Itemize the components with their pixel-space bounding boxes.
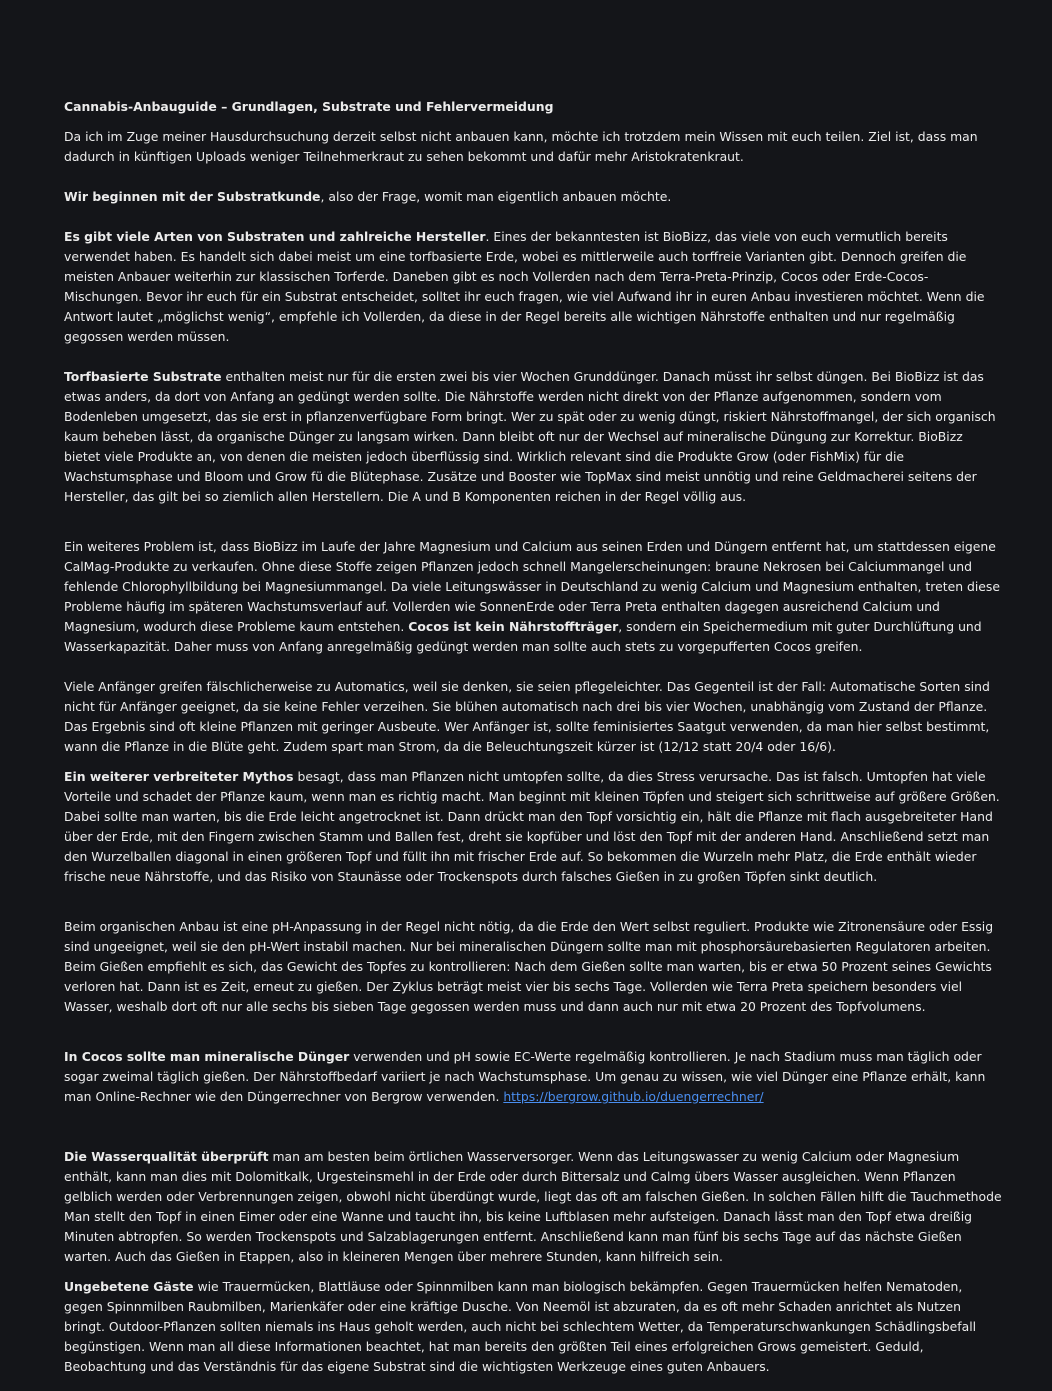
paragraph-text: man am besten beim örtlichen Wasserversorger. Wenn das Leitungswasser zu wenig Calcium oder Magnesium enthält, kann man dies mit Dolomitkalk, Urgesteinsmehl in der Erde oder durch Bittersalz und Calmg übers Wasser ausgleichen. Wenn Pflanzen gelblich werden oder Verbrennungen zeigen, obwohl nicht überdüngt wurde, liegt das oft am falschen Gießen. In solchen Fällen hilft die Tauchmethode Man stellt den Topf in einen Eimer oder eine Wanne und taucht ihn, bis keine Luftblasen mehr aufsteigen. Danach lässt man den Topf etwa dreißig Minuten abtropfen. So werden Trockenspots und Salzablagerungen entfernt. Anschließend kann man fünf bis sechs Tage auf das nächste Gießen warten. Auch das Gießen in Etappen, also in kleineren Mengen über mehrere Stunden, kann hilfreich sein. — [64, 1149, 1002, 1264]
duengerrechner-link[interactable]: https://bergrow.github.io/duengerrechner/ — [503, 1089, 764, 1104]
paragraph-bold-lead: Ungebetene Gäste — [64, 1279, 194, 1294]
paragraph-text: Ein weiteres Problem ist, dass BioBizz im Laufe der Jahre Magnesium und Calcium aus seinen Erden und Düngern entfernt hat, um stattdessen eigene CalMag-Produkte zu verkaufen. Ohne diese Stoffe zeigen Pflanzen jedoch schnell Mangelerscheinungen: braune Nekrosen bei Calciummangel und fehlende Chlorophyllbildung bei Magnesiummangel. Da viele Leitungswässer in Deutschland zu wenig Calcium und Magnesium enthalten, treten diese Probleme häufig im späteren Wachstumsverlauf auf. Vollerden wie SonnenErde oder Terra Preta enthalten dagegen ausreichend Calcium und Magnesium, wodurch diese Probleme kaum entstehen. — [64, 539, 1001, 634]
paragraph-bold-lead: Es gibt viele Arten von Substraten und zahlreiche Hersteller — [64, 229, 486, 244]
paragraph-bold-lead: Wir beginnen mit der Substratkunde — [64, 189, 321, 204]
paragraph-automatics: Viele Anfänger greifen fälschlicherweise zu Automatics, weil sie denken, sie seien pflegeleichter. Das Gegenteil ist der Fall: Automatische Sorten sind nicht für Anfänger geeignet, da sie keine Fehler verzeihen. Sie blühen automatisch nach drei bis vier Wochen, unabhängig vom Zustand der Pflanze. Das Ergebnis sind oft kleine Pflanzen mit geringer Ausbeute. Wer Anfänger ist, sollte feminisiertes Saatgut verwenden, da man hier selbst bestimmt, wann die Pflanze in die Blüte geht. Zudem spart man Strom, da die Beleuchtungszeit kürzer ist (12/12 statt 20/4 oder 16/6). — [64, 679, 990, 754]
paragraph-text: . Eines der bekanntesten ist BioBizz, das viele von euch vermutlich bereits verwendet haben. Es handelt sich dabei meist um eine torfbasierte Erde, wobei es mittlerweile auch torffreie Varianten gibt. Dennoch greifen die meisten Anbauer weiterhin zur klassischen Torferde. Daneben gibt es noch Vollerden nach dem Terra-Preta-Prinzip, Cocos oder Erde-Cocos-Mischungen. Bevor ihr euch für ein Substrat entscheidet, solltet ihr euch fragen, wie viel Aufwand ihr in euren Anbau investieren möchtet. Wenn die Antwort lautet „möglichst wenig“, empfehle ich Vollerden, da diese in der Regel bereits alle wichtigen Nährstoffe enthalten und nur regelmäßig gegossen werden müssen. — [64, 229, 985, 344]
paragraph-bold-lead: Ein weiterer verbreiteter Mythos — [64, 769, 294, 784]
paragraph-bold-lead: In Cocos sollte man mineralische Dünger — [64, 1049, 350, 1064]
paragraph-bold-inline: Cocos ist kein Nährstoffträger — [408, 619, 619, 634]
paragraph-ph-giessen: Beim organischen Anbau ist eine pH-Anpassung in der Regel nicht nötig, da die Erde den Wert selbst reguliert. Produkte wie Zitronensäure oder Essig sind ungeeignet, weil sie den pH-Wert instabil machen. Nur bei mineralischen Düngern sollte man mit phosphorsäurebasierten Regulatoren arbeiten. Beim Gießen empfiehlt es sich, das Gewicht des Topfes zu kontrollieren: Nach dem Gießen sollte man warten, bis er etwa 50 Prozent seines Gewichts verloren hat. Dann ist es Zeit, erneut zu gießen. Der Zyklus beträgt meist vier bis sechs Tage. Vollerden wie Terra Preta speichern besonders viel Wasser, weshalb dort oft nur alle sechs bis sieben Tage gegossen werden muss und dann auch nur mit etwa 20 Prozent des Topfvolumens. — [64, 919, 994, 1014]
paragraph-schaedlinge — [64, 1277, 1002, 1377]
paragraph-umtopfen — [64, 767, 1002, 887]
paragraph-torfbasierte-substrate — [64, 367, 1002, 507]
paragraph-cocos-duenger — [64, 1047, 1002, 1107]
document-body — [64, 97, 1002, 1377]
paragraph-wasserqualitaet — [64, 1147, 1002, 1267]
paragraph-text: enthalten meist nur für die ersten zwei bis vier Wochen Grunddünger. Danach müsst ihr selbst düngen. Bei BioBizz ist das etwas anders, da dort von Anfang an gedüngt werden sollte. Die Nährstoffe werden nicht direkt von der Pflanze aufgenommen, sondern vom Bodenleben umgesetzt, das sie erst in pflanzenverfügbare Form bringt. Wer zu spät oder zu wenig düngt, riskiert Nährstoffmangel, der sich organisch kaum beheben lässt, da organische Dünger zu langsam wirken. Dann bleibt oft nur der Wechsel auf mineralische Düngung zur Korrektur. BioBizz bietet viele Produkte an, von denen die meisten jedoch überflüssig sind. Wirklich relevant sind die Produkte Grow (oder FishMix) für die Wachstumsphase und Bloom und Grow fü die Blütephase. Zusätze und Booster wie TopMax sind meist unnötig und reine Geldmacherei seitens der Hersteller, das gilt bei so ziemlich allen Herstellern. Die A und B Komponenten reichen in der Regel völlig aus. — [64, 369, 996, 504]
paragraph-text: besagt, dass man Pflanzen nicht umtopfen sollte, da dies Stress verursache. Das ist falsch. Umtopfen hat viele Vorteile und schadet der Pflanze kaum, wenn man es richtig macht. Man beginnt mit kleinen Töpfen und steigert sich schrittweise auf größere Größen. Dabei sollte man warten, bis die Erde leicht angetrocknet ist. Dann drückt man den Topf vorsichtig ein, hält die Pflanze mit flach ausgebreiteter Hand über der Erde, mit den Fingern zwischen Stamm und Ballen fest, dreht sie kopfüber und löst den Topf mit der anderen Hand. Anschließend setzt man den Wurzelballen diagonal in einen größeren Topf und füllt ihn mit frischer Erde auf. So bekommen die Wurzeln mehr Platz, die Erde enthält wieder frische neue Nährstoffe, und das Risiko von Staunässe oder Trockenspots durch falsches Gießen in zu großen Töpfen sinkt deutlich. — [64, 769, 1000, 884]
paragraph-substrate-arten — [64, 227, 1002, 347]
paragraph-text: verwenden und pH sowie EC-Werte regelmäßig kontrollieren. Je nach Stadium muss man täglich oder sogar zweimal täglich gießen. Der Nährstoffbedarf variiert je nach Wachstumsphase. Um genau zu wissen, wie viel Dünger eine Pflanze erhält, kann man Online-Rechner wie den Düngerrechner von Bergrow verwenden. — [64, 1049, 986, 1104]
page-title: Cannabis-Anbauguide – Grundlagen, Substrate und Fehlervermeidung — [64, 99, 554, 114]
paragraph-intro: Da ich im Zuge meiner Hausdurchsuchung derzeit selbst nicht anbauen kann, möchte ich trotzdem mein Wissen mit euch teilen. Ziel ist, dass man dadurch in künftigen Uploads weniger Teilnehmerkraut zu sehen bekommt und dafür mehr Aristokratenkraut. — [64, 129, 978, 164]
paragraph-bold-lead: Torfbasierte Substrate — [64, 369, 222, 384]
paragraph-text: , also der Frage, womit man eigentlich anbauen möchte. — [320, 189, 672, 204]
paragraph-text: wie Trauermücken, Blattläuse oder Spinnmilben kann man biologisch bekämpfen. Gegen Trauermücken helfen Nematoden, gegen Spinnmilben Raubmilben, Marienkäfer oder eine kräftige Dusche. Von Neemöl ist abzuraten, da es oft mehr Schaden anrichtet als Nutzen bringt. Outdoor-Pflanzen sollten niemals ins Haus geholt werden, auch nicht bei schlechtem Wetter, da Temperaturschwankungen Schädlingsbefall begünstigen. Wenn man all diese Informationen beachtet, hat man bereits den größten Teil eines erfolgreichen Grows gemeistert. Geduld, Beobachtung und das Verständnis für das eigene Substrat sind die wichtigsten Werkzeuge eines guten Anbauers. — [64, 1279, 977, 1374]
paragraph-calmag-problem — [64, 537, 1002, 657]
paragraph-substratkunde — [64, 187, 1002, 207]
paragraph-bold-lead: Die Wasserqualität überprüft — [64, 1149, 269, 1164]
paragraph-text: , sondern ein Speichermedium mit guter Durchlüftung und Wasserkapazität. Daher muss von Anfang anregelmäßig gedüngt werden man sollte auch stets zu vorgepufferten Cocos greifen. — [64, 619, 982, 654]
